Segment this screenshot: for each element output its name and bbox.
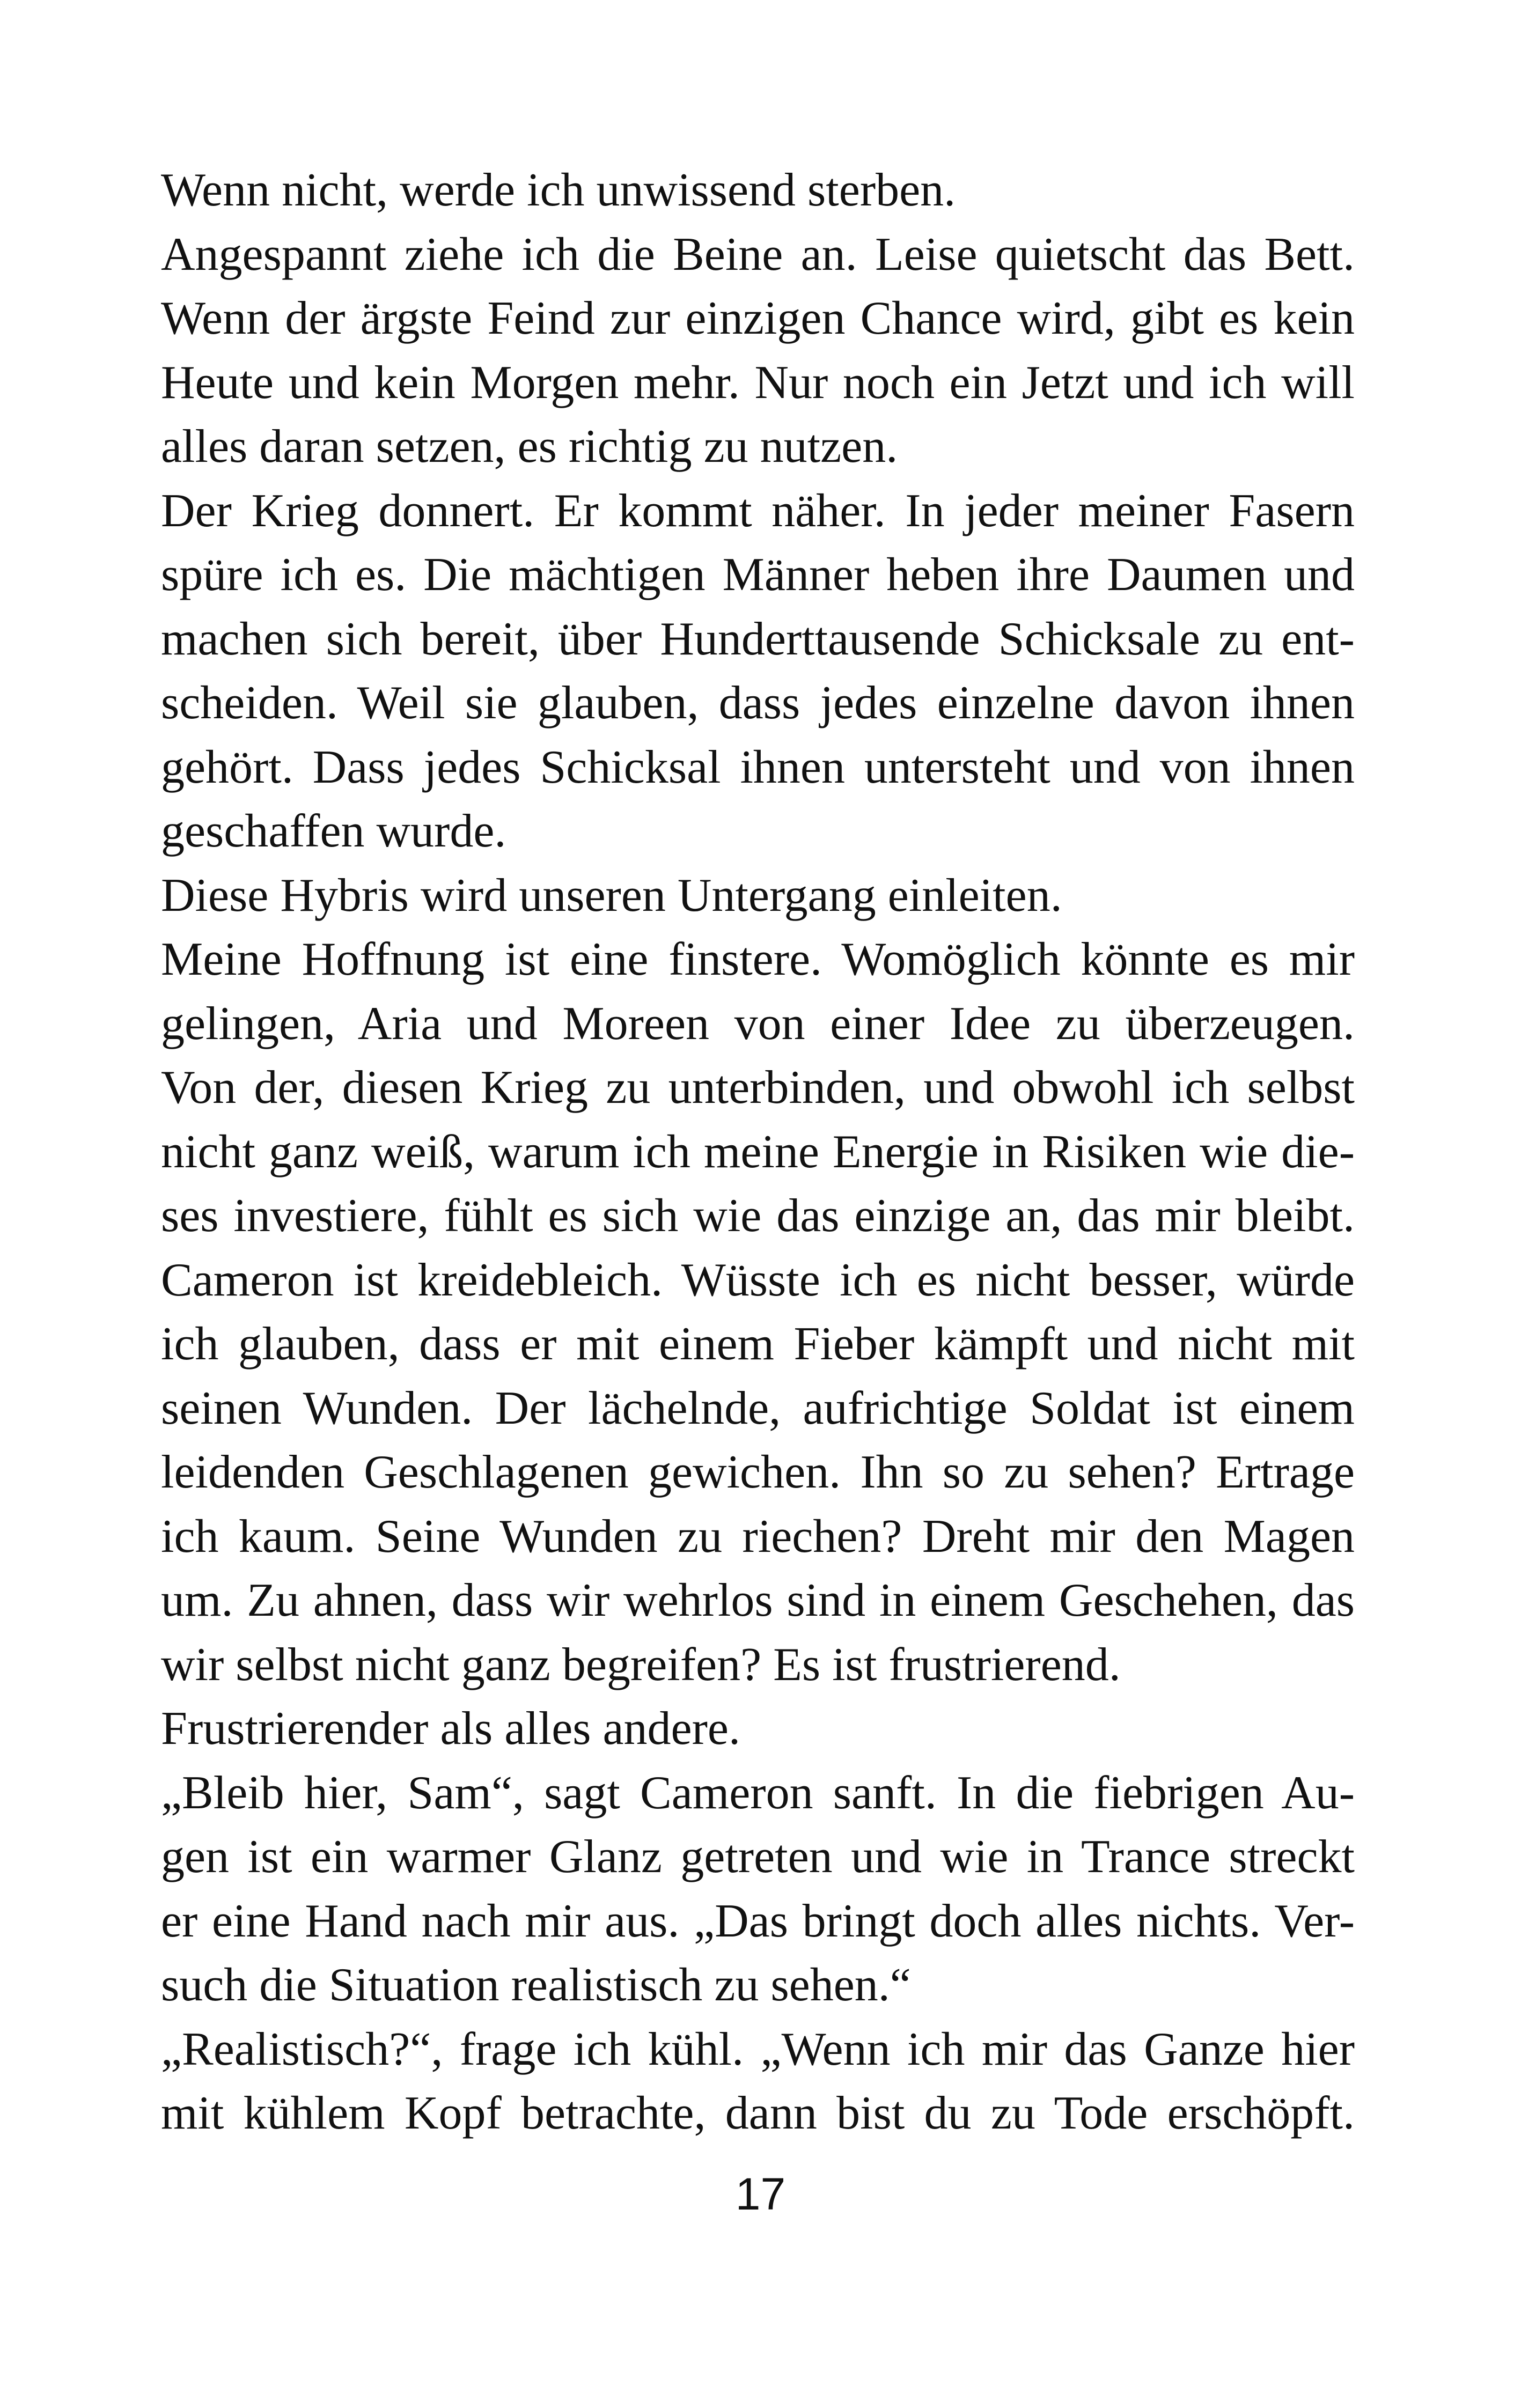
text-line: Cameron ist kreidebleich. Wüsste ich es nicht besser, würde bbox=[161, 1254, 1355, 1306]
text-line: Heute und kein Morgen mehr. Nur noch ein Jetzt und ich will bbox=[161, 356, 1355, 409]
text-line: „Bleib hier, Sam“, sagt Cameron sanft. In die fiebrigen Au- bbox=[161, 1766, 1355, 1819]
text-line: Frustrierender als alles andere. bbox=[161, 1703, 740, 1755]
text-line: „Realistisch?“, frage ich kühl. „Wenn ich mir das Ganze hier bbox=[161, 2023, 1355, 2075]
text-line: gen ist ein warmer Glanz getreten und wie in Trance streckt bbox=[161, 1831, 1355, 1883]
text-line: machen sich bereit, über Hunderttausende Schicksale zu ent- bbox=[161, 613, 1355, 665]
text-line: mit kühlem Kopf betrachte, dann bist du zu Tode erschöpft. bbox=[161, 2087, 1355, 2139]
text-line: Wenn nicht, werde ich unwissend sterben. bbox=[161, 164, 956, 216]
text-line: Wenn der ärgste Feind zur einzigen Chance wird, gibt es kein bbox=[161, 292, 1355, 344]
text-line: Diese Hybris wird unseren Untergang einleiten. bbox=[161, 869, 1062, 922]
text-line: gehört. Dass jedes Schicksal ihnen untersteht und von ihnen bbox=[161, 741, 1355, 793]
text-line: leidenden Geschlagenen gewichen. Ihn so zu sehen? Ertrage bbox=[161, 1446, 1355, 1498]
text-line: er eine Hand nach mir aus. „Das bringt doch alles nichts. Ver- bbox=[161, 1895, 1355, 1947]
text-line: ich kaum. Seine Wunden zu riechen? Dreht mir den Magen bbox=[161, 1510, 1355, 1563]
text-line: Angespannt ziehe ich die Beine an. Leise quietscht das Bett. bbox=[161, 228, 1355, 281]
text-line: scheiden. Weil sie glauben, dass jedes einzelne davon ihnen bbox=[161, 677, 1355, 729]
text-line: wir selbst nicht ganz begreifen? Es ist frustrierend. bbox=[161, 1638, 1121, 1691]
text-line: geschaffen wurde. bbox=[161, 805, 506, 857]
text-line: Meine Hoffnung ist eine finstere. Womöglich könnte es mir bbox=[161, 933, 1355, 985]
text-line: seinen Wunden. Der lächelnde, aufrichtige Soldat ist einem bbox=[161, 1382, 1355, 1434]
text-line: ses investiere, fühlt es sich wie das einzige an, das mir bleibt. bbox=[161, 1190, 1355, 1242]
page-number: 17 bbox=[735, 2169, 786, 2219]
text-line: gelingen, Aria und Moreen von einer Idee zu überzeugen. bbox=[161, 997, 1355, 1050]
text-line: um. Zu ahnen, dass wir wehrlos sind in einem Geschehen, das bbox=[161, 1574, 1355, 1626]
body-text bbox=[161, 158, 1355, 2146]
text-line: alles daran setzen, es richtig zu nutzen. bbox=[161, 421, 898, 473]
text-line: nicht ganz weiß, warum ich meine Energie in Risiken wie die- bbox=[161, 1125, 1355, 1178]
text-line: Von der, diesen Krieg zu unterbinden, und obwohl ich selbst bbox=[161, 1062, 1355, 1114]
text-line: spüre ich es. Die mächtigen Männer heben ihre Daumen und bbox=[161, 549, 1355, 601]
text-line: Der Krieg donnert. Er kommt näher. In jeder meiner Fasern bbox=[161, 484, 1355, 537]
text-line: such die Situation realistisch zu sehen.“ bbox=[161, 1959, 911, 2011]
text-line: ich glauben, dass er mit einem Fieber kämpft und nicht mit bbox=[161, 1318, 1355, 1370]
